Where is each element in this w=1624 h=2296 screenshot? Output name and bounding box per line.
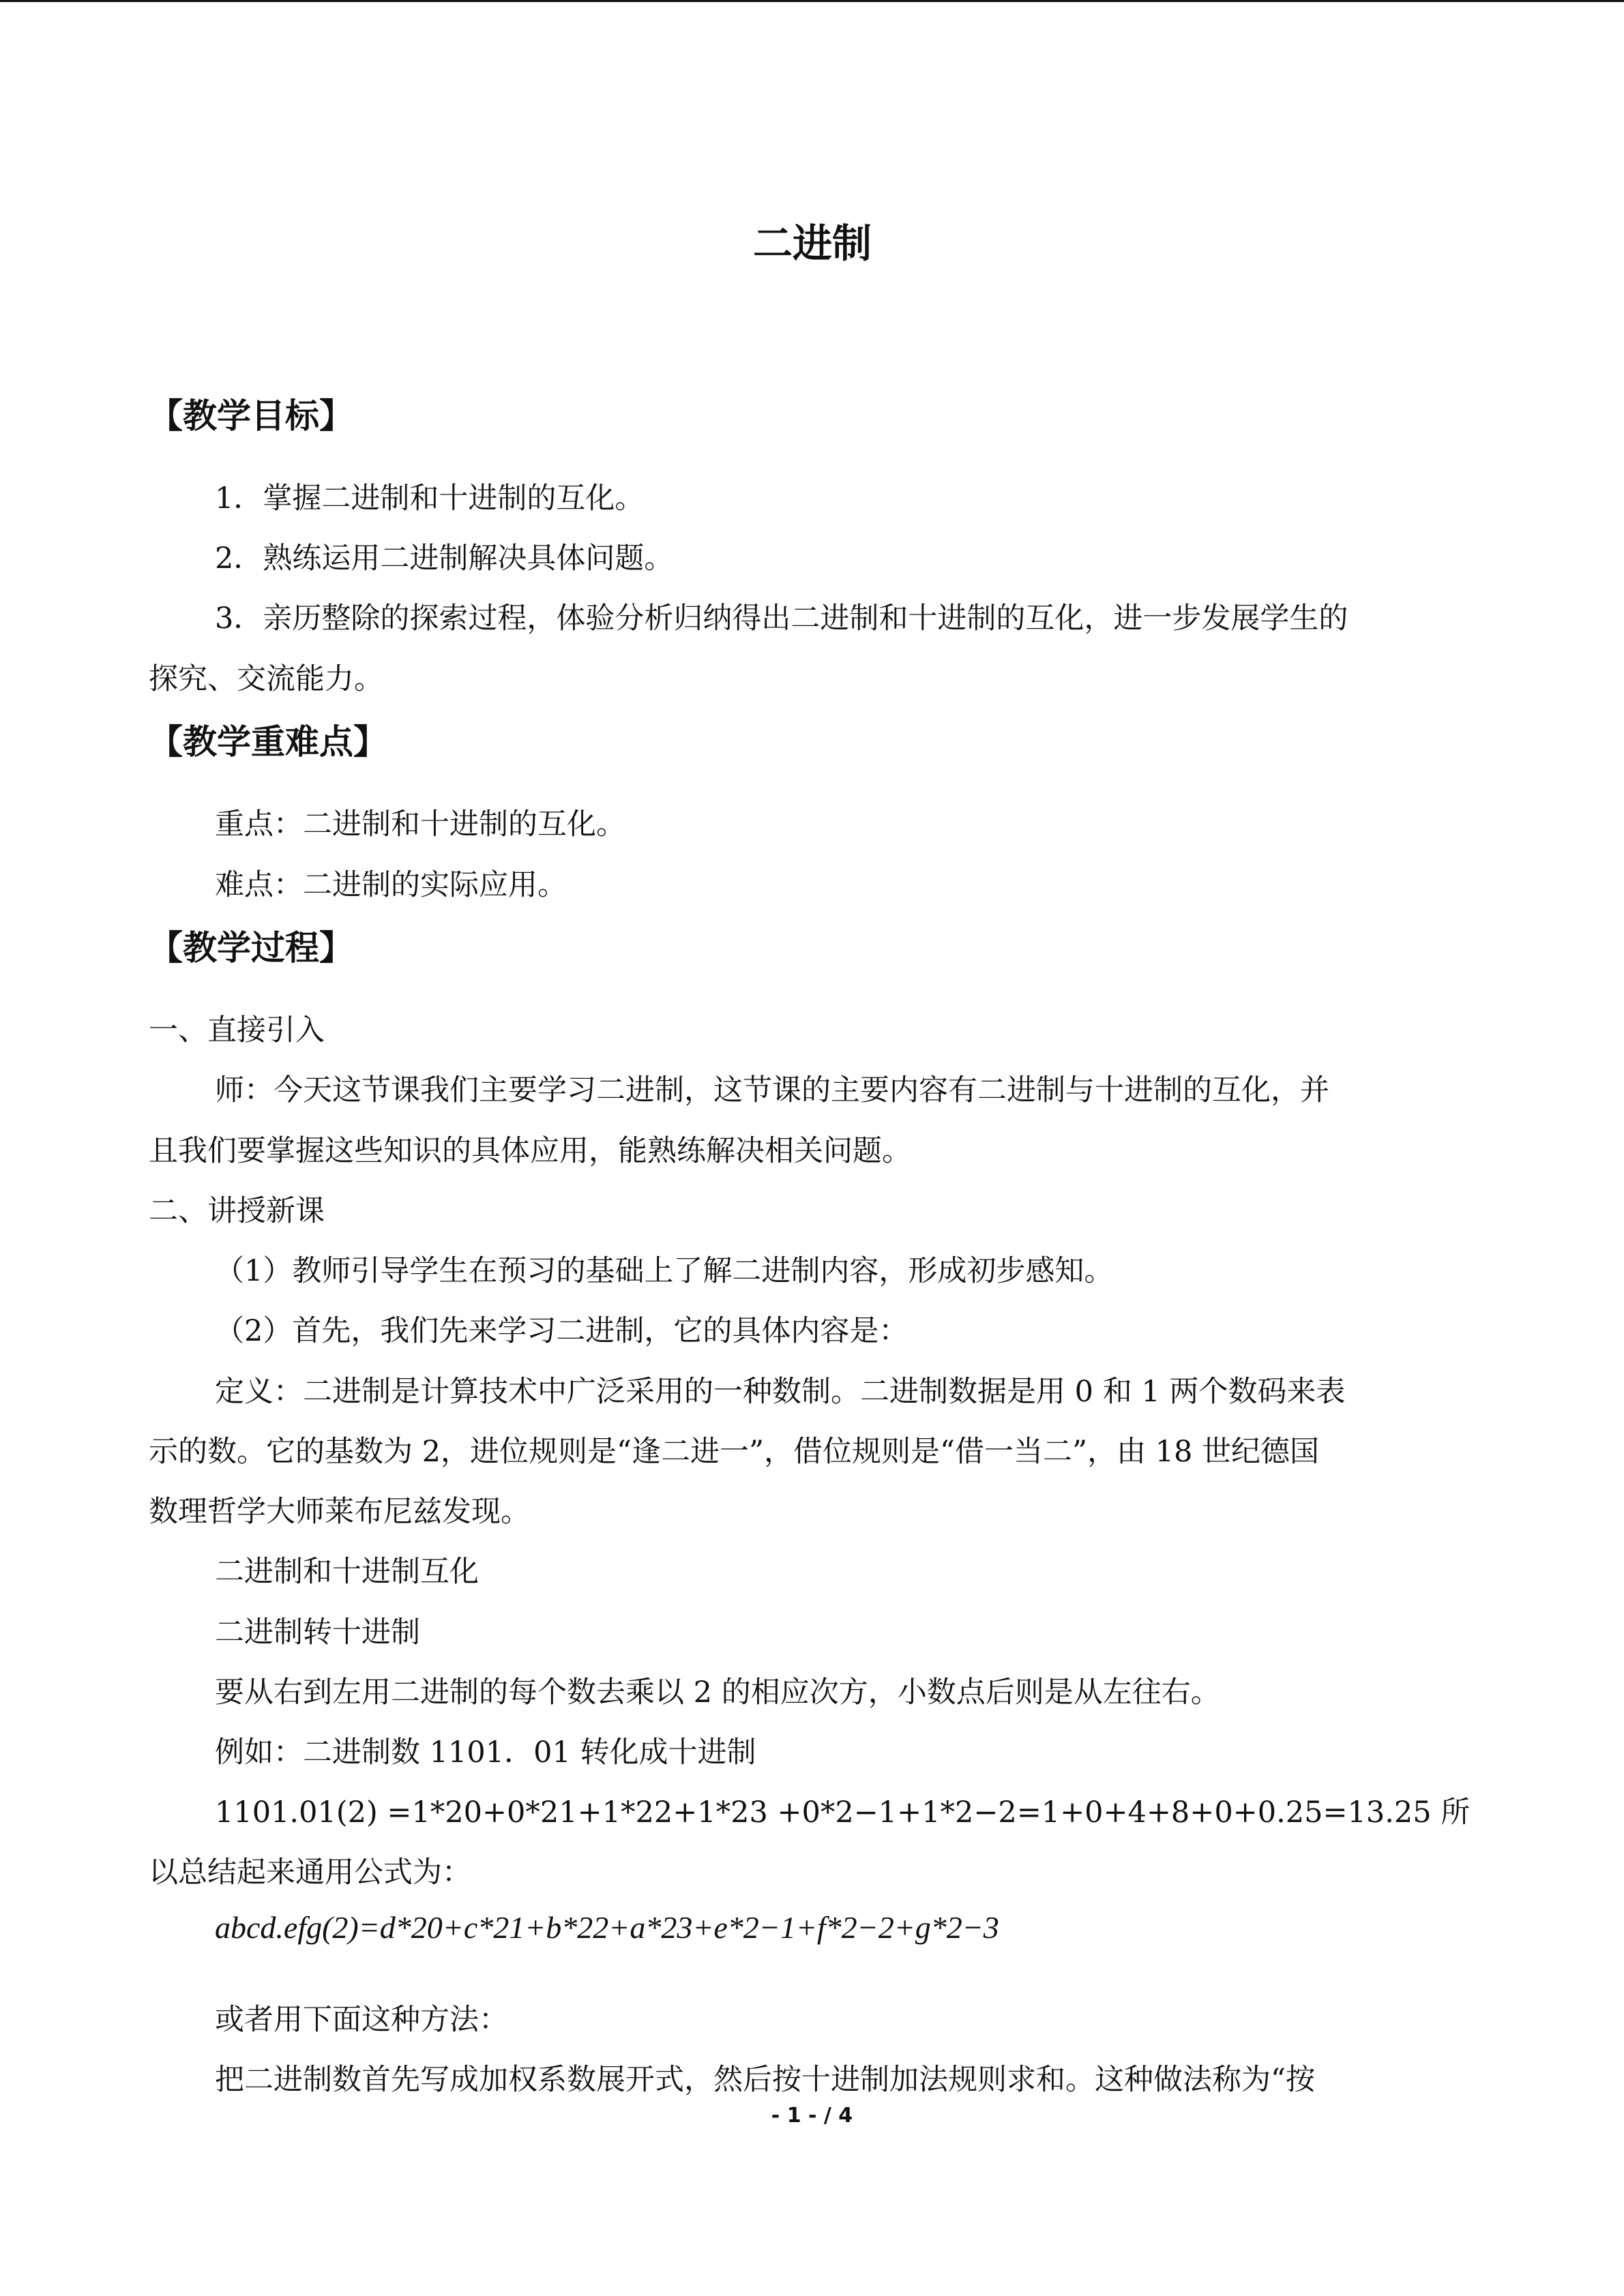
part1-line2: 且我们要掌握这些知识的具体应用，能熟练解决相关问题。 <box>149 1134 911 1168</box>
objective-1: 1．掌握二进制和十进制的互化。 <box>215 481 645 516</box>
general-formula: abcd.efg(2)=d*20+c*21+b*22+a*23+e*2−1+f*2−2+g*2−3 <box>215 1910 999 1945</box>
step-2: （2）首先，我们先来学习二进制，它的具体内容是： <box>215 1314 909 1348</box>
objective-3-line2: 探究、交流能力。 <box>149 662 383 696</box>
bin-to-dec-title: 二进制转十进制 <box>215 1615 420 1650</box>
document-title: 二进制 <box>752 220 872 267</box>
bin-to-dec-rule: 要从右到左用二进制的每个数去乘以 2 的相应次方，小数点后则是从左往右。 <box>215 1675 1220 1710</box>
definition-line1: 定义：二进制是计算技术中广泛采用的一种数制。二进制数据是用 0 和 1 两个数码来表 <box>215 1375 1346 1409</box>
example-calculation: 1101.01(2) =1*20+0*21+1*22+1*23 +0*2−1+1*2−2=1+0+4+8+0+0.25=13.25 所 <box>215 1795 1471 1830</box>
definition-line3: 数理哲学大师莱布尼兹发现。 <box>149 1495 530 1529</box>
conversion-title: 二进制和十进制互化 <box>215 1555 479 1589</box>
part2-title: 二、讲授新课 <box>149 1194 325 1228</box>
definition-line2: 示的数。它的基数为 2，进位规则是“逢二进一”，借位规则是“借一当二”，由 18 世纪德国 <box>149 1435 1320 1469</box>
process-heading: 【教学过程】 <box>149 928 353 968</box>
objectives-heading: 【教学目标】 <box>149 396 353 436</box>
alt-method-desc: 把二进制数首先写成加权系数展开式，然后按十进制加法规则求和。这种做法称为“按 <box>215 2063 1315 2097</box>
objective-2: 2．熟练运用二进制解决具体问题。 <box>215 541 674 576</box>
keypoints-heading: 【教学重难点】 <box>149 722 387 762</box>
summary-line: 以总结起来通用公式为： <box>149 1855 471 1890</box>
part1-title: 一、直接引入 <box>149 1013 325 1047</box>
top-border <box>0 0 1624 2</box>
alt-method: 或者用下面这种方法： <box>215 2003 508 2037</box>
step-1: （1）教师引导学生在预习的基础上了解二进制内容，形成初步感知。 <box>215 1254 1114 1288</box>
key-point: 重点：二进制和十进制的互化。 <box>215 807 625 841</box>
page-number: - 1 - / 4 <box>771 2104 853 2128</box>
objective-3-line1: 3．亲历整除的探索过程，体验分析归纳得出二进制和十进制的互化，进一步发展学生的 <box>215 601 1348 636</box>
example-intro: 例如：二进制数 1101．01 转化成十进制 <box>215 1735 756 1770</box>
part1-line1: 师：今天这节课我们主要学习二进制，这节课的主要内容有二进制与十进制的互化，并 <box>215 1073 1329 1107</box>
difficult-point: 难点：二进制的实际应用。 <box>215 868 567 902</box>
